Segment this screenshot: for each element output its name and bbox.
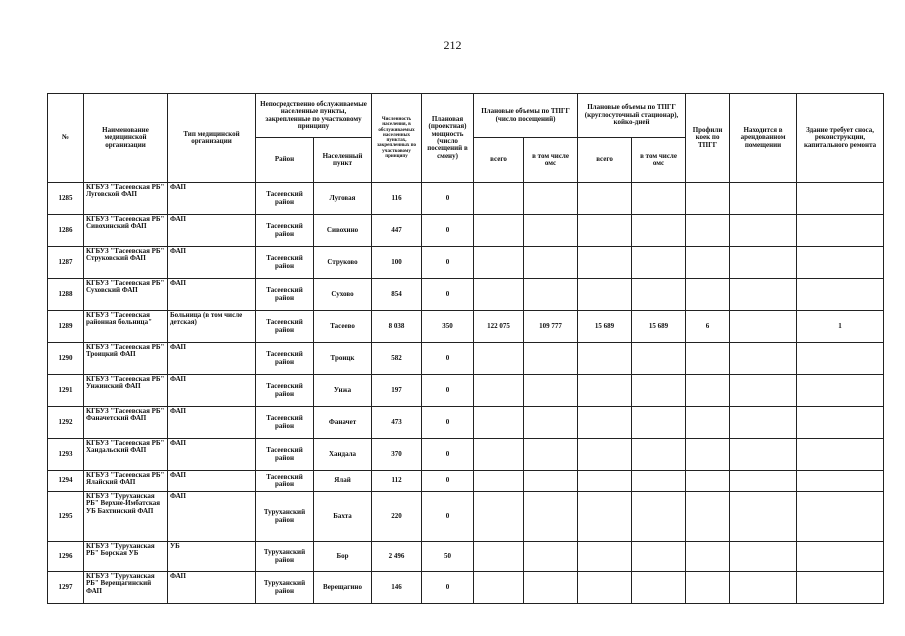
- cell-bed-profiles: [686, 572, 730, 604]
- table-row: [48, 311, 884, 343]
- table-row: [48, 183, 884, 215]
- cell-rented: [730, 542, 797, 572]
- cell-visits-total: [474, 279, 524, 311]
- cell-district: Тасеевский район: [256, 183, 314, 215]
- cell-org-name: КГБУЗ "Тасеевская РБ" Струковский ФАП: [84, 247, 168, 279]
- cell-bed-profiles: [686, 183, 730, 215]
- cell-repair: [797, 407, 884, 439]
- cell-visits-oms: [524, 542, 578, 572]
- header-visits-total: всего: [474, 138, 524, 183]
- header-bed-profiles: Профили коек по ТПГГ: [686, 94, 730, 183]
- cell-num: 1297: [48, 572, 84, 604]
- cell-district: Тасеевский район: [256, 343, 314, 375]
- cell-num: 1288: [48, 279, 84, 311]
- cell-rented: [730, 439, 797, 471]
- cell-repair: [797, 375, 884, 407]
- cell-district: Тасеевский район: [256, 439, 314, 471]
- table-header: [48, 94, 884, 183]
- table-row: [48, 375, 884, 407]
- cell-repair: [797, 183, 884, 215]
- cell-visits-total: [474, 471, 524, 492]
- header-tpgg-beds: Плановые объемы по ТПГГ (круглосуточный стационар), койко-дней: [578, 94, 686, 138]
- cell-settlement: Тасеево: [314, 311, 372, 343]
- cell-population: 473: [372, 407, 422, 439]
- cell-bed-profiles: [686, 279, 730, 311]
- cell-repair: [797, 542, 884, 572]
- cell-visits-total: [474, 247, 524, 279]
- cell-district: Тасеевский район: [256, 311, 314, 343]
- cell-rented: [730, 311, 797, 343]
- cell-org-name: КГБУЗ "Тасеевская РБ" Суховский ФАП: [84, 279, 168, 311]
- header-served-points: Непосредственно обслуживаемые населенные пункты, закрепленные по участковому принципу: [256, 94, 372, 138]
- cell-settlement: Сухово: [314, 279, 372, 311]
- cell-org-type: Больница (в том числе детская): [168, 311, 256, 343]
- cell-population: 854: [372, 279, 422, 311]
- cell-org-type: ФАП: [168, 439, 256, 471]
- cell-capacity: 0: [422, 343, 474, 375]
- cell-beds-oms: [632, 183, 686, 215]
- cell-capacity: 0: [422, 407, 474, 439]
- table-row: [48, 439, 884, 471]
- table-row: [48, 247, 884, 279]
- header-repair: Здание требует сноса, реконструкции, капитального ремонта: [797, 94, 884, 183]
- cell-settlement: Унжа: [314, 375, 372, 407]
- cell-district: Тасеевский район: [256, 375, 314, 407]
- table-row: [48, 407, 884, 439]
- cell-settlement: Хандала: [314, 439, 372, 471]
- header-capacity: Плановая (проектная) мощность (число посещений в смену): [422, 94, 474, 183]
- cell-visits-oms: [524, 279, 578, 311]
- cell-visits-total: [474, 439, 524, 471]
- cell-district: Тасеевский район: [256, 471, 314, 492]
- cell-rented: [730, 572, 797, 604]
- cell-visits-oms: [524, 343, 578, 375]
- cell-repair: [797, 247, 884, 279]
- cell-population: 2 496: [372, 542, 422, 572]
- cell-rented: [730, 247, 797, 279]
- table-row: [48, 471, 884, 492]
- cell-num: 1291: [48, 375, 84, 407]
- cell-rented: [730, 279, 797, 311]
- cell-org-type: ФАП: [168, 343, 256, 375]
- cell-beds-oms: [632, 492, 686, 542]
- cell-org-type: ФАП: [168, 407, 256, 439]
- cell-population: 146: [372, 572, 422, 604]
- cell-visits-total: [474, 542, 524, 572]
- cell-capacity: 0: [422, 215, 474, 247]
- cell-visits-total: [474, 407, 524, 439]
- cell-beds-total: [578, 572, 632, 604]
- cell-num: 1293: [48, 439, 84, 471]
- header-visits-oms: в том числе омс: [524, 138, 578, 183]
- cell-org-type: ФАП: [168, 215, 256, 247]
- cell-settlement: Верещагино: [314, 572, 372, 604]
- cell-bed-profiles: [686, 247, 730, 279]
- cell-bed-profiles: [686, 542, 730, 572]
- cell-district: Тасеевский район: [256, 247, 314, 279]
- header-population: Численность населения, в обслуживаемых населенных пунктах, закрепленных по участковому принципу: [372, 94, 422, 183]
- cell-population: 8 038: [372, 311, 422, 343]
- header-org-type: Тип медицинской организации: [168, 94, 256, 183]
- cell-capacity: 0: [422, 247, 474, 279]
- cell-settlement: Струково: [314, 247, 372, 279]
- cell-capacity: 0: [422, 492, 474, 542]
- cell-population: 116: [372, 183, 422, 215]
- cell-settlement: Ялай: [314, 471, 372, 492]
- cell-visits-oms: [524, 215, 578, 247]
- cell-population: 100: [372, 247, 422, 279]
- cell-num: 1296: [48, 542, 84, 572]
- cell-org-type: ФАП: [168, 375, 256, 407]
- cell-visits-oms: [524, 492, 578, 542]
- cell-beds-total: [578, 279, 632, 311]
- header-org-name: Наименование медицинской организации: [84, 94, 168, 183]
- cell-beds-total: [578, 492, 632, 542]
- cell-district: Туруханский район: [256, 572, 314, 604]
- cell-population: 112: [372, 471, 422, 492]
- table-row: [48, 572, 884, 604]
- cell-bed-profiles: [686, 439, 730, 471]
- cell-settlement: Троицк: [314, 343, 372, 375]
- cell-num: 1294: [48, 471, 84, 492]
- page-number: 212: [443, 38, 462, 52]
- cell-beds-oms: [632, 439, 686, 471]
- cell-rented: [730, 407, 797, 439]
- cell-bed-profiles: [686, 407, 730, 439]
- cell-num: 1285: [48, 183, 84, 215]
- cell-district: Тасеевский район: [256, 407, 314, 439]
- cell-org-type: ФАП: [168, 572, 256, 604]
- cell-num: 1287: [48, 247, 84, 279]
- cell-repair: [797, 471, 884, 492]
- cell-num: 1289: [48, 311, 84, 343]
- cell-org-type: ФАП: [168, 471, 256, 492]
- cell-beds-total: [578, 247, 632, 279]
- cell-bed-profiles: 6: [686, 311, 730, 343]
- cell-capacity: 0: [422, 471, 474, 492]
- cell-repair: [797, 215, 884, 247]
- header-beds-oms: в том числе омс: [632, 138, 686, 183]
- header-tpgg-visits: Плановые объемы по ТПГГ (число посещений): [474, 94, 578, 138]
- cell-visits-total: [474, 215, 524, 247]
- cell-visits-oms: 109 777: [524, 311, 578, 343]
- cell-visits-oms: [524, 375, 578, 407]
- cell-bed-profiles: [686, 492, 730, 542]
- cell-rented: [730, 375, 797, 407]
- cell-org-type: ФАП: [168, 183, 256, 215]
- table-row: [48, 542, 884, 572]
- cell-beds-oms: [632, 247, 686, 279]
- cell-visits-oms: [524, 183, 578, 215]
- cell-beds-total: [578, 215, 632, 247]
- header-num: №: [48, 94, 84, 183]
- cell-beds-oms: 15 689: [632, 311, 686, 343]
- cell-settlement: Луговая: [314, 183, 372, 215]
- cell-settlement: Бахта: [314, 492, 372, 542]
- cell-visits-total: [474, 343, 524, 375]
- cell-capacity: 0: [422, 375, 474, 407]
- cell-beds-oms: [632, 572, 686, 604]
- table-row: [48, 215, 884, 247]
- header-beds-total: всего: [578, 138, 632, 183]
- cell-bed-profiles: [686, 215, 730, 247]
- cell-rented: [730, 492, 797, 542]
- cell-capacity: 350: [422, 311, 474, 343]
- cell-org-name: КГБУЗ "Тасеевская РБ" Унжинский ФАП: [84, 375, 168, 407]
- cell-visits-total: [474, 183, 524, 215]
- cell-beds-total: [578, 542, 632, 572]
- cell-beds-oms: [632, 279, 686, 311]
- cell-visits-oms: [524, 407, 578, 439]
- table-row: [48, 492, 884, 542]
- cell-capacity: 0: [422, 279, 474, 311]
- cell-beds-oms: [632, 542, 686, 572]
- cell-bed-profiles: [686, 471, 730, 492]
- cell-org-type: ФАП: [168, 247, 256, 279]
- cell-beds-total: [578, 183, 632, 215]
- cell-settlement: Фаначет: [314, 407, 372, 439]
- cell-rented: [730, 471, 797, 492]
- cell-org-type: ФАП: [168, 279, 256, 311]
- cell-district: Туруханский район: [256, 492, 314, 542]
- cell-num: 1295: [48, 492, 84, 542]
- cell-population: 582: [372, 343, 422, 375]
- cell-num: 1292: [48, 407, 84, 439]
- cell-org-name: КГБУЗ "Тасеевская РБ" Хандальский ФАП: [84, 439, 168, 471]
- cell-beds-oms: [632, 471, 686, 492]
- cell-visits-oms: [524, 471, 578, 492]
- cell-org-name: КГБУЗ "Тасеевская районная больница": [84, 311, 168, 343]
- cell-beds-oms: [632, 407, 686, 439]
- table-row: [48, 343, 884, 375]
- header-rented: Находится в арендованном помещении: [730, 94, 797, 183]
- cell-beds-total: [578, 439, 632, 471]
- cell-repair: [797, 572, 884, 604]
- cell-visits-total: [474, 375, 524, 407]
- cell-org-type: УБ: [168, 542, 256, 572]
- cell-visits-oms: [524, 572, 578, 604]
- cell-population: 197: [372, 375, 422, 407]
- cell-num: 1286: [48, 215, 84, 247]
- cell-capacity: 0: [422, 183, 474, 215]
- cell-beds-total: [578, 343, 632, 375]
- cell-org-type: ФАП: [168, 492, 256, 542]
- cell-visits-oms: [524, 439, 578, 471]
- cell-capacity: 50: [422, 542, 474, 572]
- cell-org-name: КГБУЗ "Тасеевская РБ" Сивохинский ФАП: [84, 215, 168, 247]
- cell-rented: [730, 183, 797, 215]
- cell-rented: [730, 343, 797, 375]
- cell-rented: [730, 215, 797, 247]
- cell-repair: [797, 279, 884, 311]
- cell-org-name: КГБУЗ "Тасеевская РБ" Фаначетский ФАП: [84, 407, 168, 439]
- cell-beds-oms: [632, 375, 686, 407]
- cell-population: 220: [372, 492, 422, 542]
- cell-district: Тасеевский район: [256, 215, 314, 247]
- cell-repair: 1: [797, 311, 884, 343]
- cell-org-name: КГБУЗ "Тасеевская РБ" Ялайский ФАП: [84, 471, 168, 492]
- cell-settlement: Бор: [314, 542, 372, 572]
- cell-beds-total: [578, 471, 632, 492]
- medical-organizations-table: [47, 93, 884, 604]
- table-row: [48, 279, 884, 311]
- cell-district: Туруханский район: [256, 542, 314, 572]
- cell-repair: [797, 492, 884, 542]
- cell-org-name: КГБУЗ "Туруханская РБ" Верхне-Имбатская УБ Бахтинский ФАП: [84, 492, 168, 542]
- cell-beds-oms: [632, 215, 686, 247]
- header-district: Район: [256, 138, 314, 183]
- cell-num: 1290: [48, 343, 84, 375]
- cell-bed-profiles: [686, 375, 730, 407]
- cell-bed-profiles: [686, 343, 730, 375]
- header-settlement: Населенный пункт: [314, 138, 372, 183]
- cell-population: 370: [372, 439, 422, 471]
- cell-district: Тасеевский район: [256, 279, 314, 311]
- cell-beds-total: [578, 375, 632, 407]
- cell-settlement: Сивохино: [314, 215, 372, 247]
- cell-visits-total: 122 075: [474, 311, 524, 343]
- cell-visits-total: [474, 572, 524, 604]
- cell-visits-total: [474, 492, 524, 542]
- cell-capacity: 0: [422, 572, 474, 604]
- cell-repair: [797, 439, 884, 471]
- cell-visits-oms: [524, 247, 578, 279]
- cell-org-name: КГБУЗ "Тасеевская РБ" Троицкий ФАП: [84, 343, 168, 375]
- cell-repair: [797, 343, 884, 375]
- cell-beds-total: [578, 407, 632, 439]
- cell-beds-total: 15 689: [578, 311, 632, 343]
- table-body: [48, 183, 884, 604]
- cell-org-name: КГБУЗ "Туруханская РБ" Верещагинский ФАП: [84, 572, 168, 604]
- cell-capacity: 0: [422, 439, 474, 471]
- cell-org-name: КГБУЗ "Туруханская РБ" Борская УБ: [84, 542, 168, 572]
- cell-org-name: КГБУЗ "Тасеевская РБ" Луговской ФАП: [84, 183, 168, 215]
- cell-population: 447: [372, 215, 422, 247]
- cell-beds-oms: [632, 343, 686, 375]
